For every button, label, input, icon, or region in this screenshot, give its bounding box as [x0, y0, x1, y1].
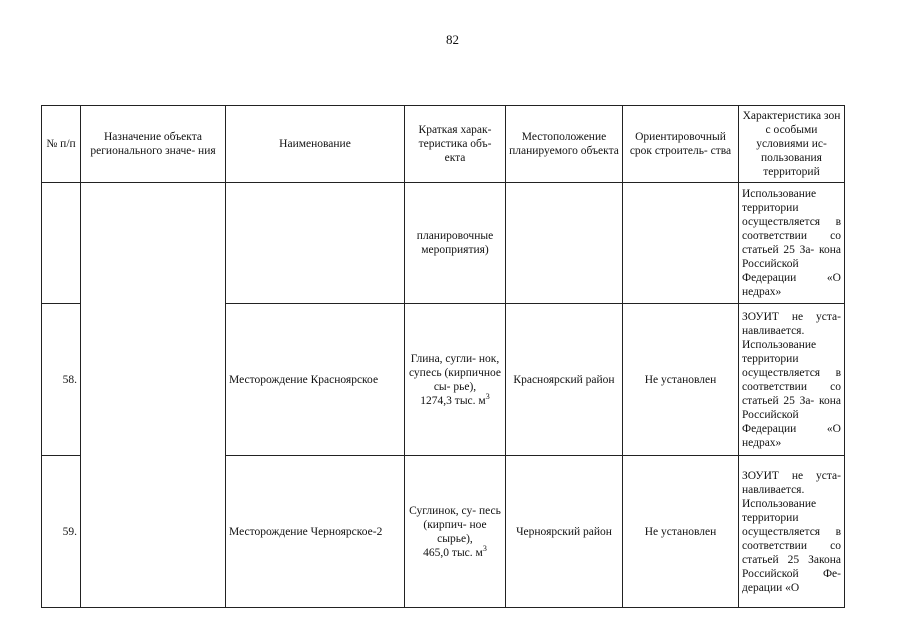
objects-table [41, 105, 845, 608]
table-header-row [42, 106, 845, 183]
row-location [506, 183, 623, 304]
header-name: Наименование [226, 106, 405, 183]
row-num: 59. [42, 456, 81, 608]
row-zones: ЗОУИТ не уста- навливается. Использование территории осуществляется в соответствии со статьей 25 Закона Российской Фе- дерации «О [739, 456, 845, 608]
row-name: Месторождение Красноярское [226, 304, 405, 456]
header-location: Местоположение планируемого объекта [506, 106, 623, 183]
row-brief-text: Глина, сугли- нок, супесь (кирпичное сы- рье), [408, 352, 502, 393]
header-num: № п/п [42, 106, 81, 183]
row-name: Месторождение Черноярское-2 [226, 456, 405, 608]
row-num: 58. [42, 304, 81, 456]
row-brief [405, 456, 506, 608]
row-purpose [81, 183, 226, 608]
row-location: Красноярский район [506, 304, 623, 456]
page-number: 82 [446, 32, 459, 47]
header-purpose: Назначение объекта регионального значе- ния [81, 106, 226, 183]
row-term: Не установлен [623, 304, 739, 456]
row-term: Не установлен [623, 456, 739, 608]
row-brief-text: Суглинок, су- песь (кирпич- ное сырье), [409, 504, 501, 545]
table-row [42, 183, 845, 304]
row-zones: Использование территории осуществляется в соответствии со статьей 25 За- кона Российской Федерации «О недрах» [739, 183, 845, 304]
row-brief: планировочные мероприятия) [405, 183, 506, 304]
header-term: Ориентировочный срок строитель- ства [623, 106, 739, 183]
header-zones: Характеристика зон с особыми условиями ис- пользования территорий [739, 106, 845, 183]
row-location: Черноярский район [506, 456, 623, 608]
row-term [623, 183, 739, 304]
row-brief-volume: 1274,3 тыс. $м^3$ [420, 391, 490, 407]
header-brief: Краткая харак- теристика объ- екта [405, 106, 506, 183]
row-brief-volume: 465,0 тыс. $м^3$ [423, 543, 487, 559]
row-zones: ЗОУИТ не уста- навливается. Использование территории осуществляется в соответствии со статьей 25 За- кона Российской Федерации «О недрах» [739, 304, 845, 456]
row-num [42, 183, 81, 304]
row-name [226, 183, 405, 304]
row-brief [405, 304, 506, 456]
